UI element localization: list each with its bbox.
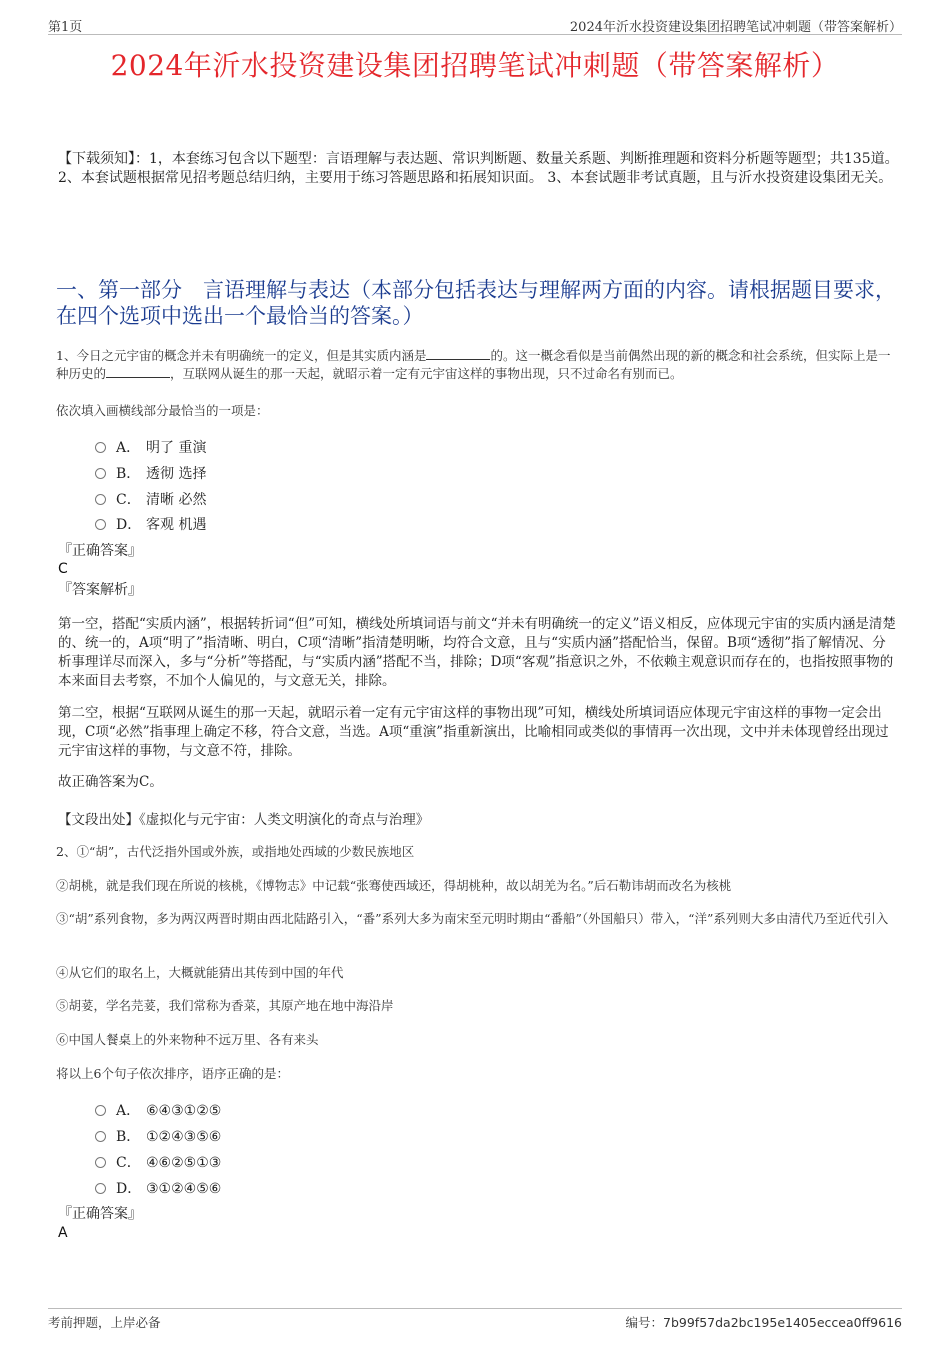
q2-sentence-5: ⑤胡荽，学名芫荽，我们常称为香菜，其原产地在地中海沿岸 bbox=[56, 998, 394, 1013]
option-letter: D． bbox=[116, 1181, 142, 1197]
option-letter: B． bbox=[116, 466, 141, 482]
option-text: ①②④③⑤⑥ bbox=[146, 1129, 222, 1145]
q1-answer-label: 『正确答案』 bbox=[58, 543, 142, 559]
radio-button-icon[interactable] bbox=[95, 1183, 106, 1194]
q2-sentence-1: 2、①“胡”，古代泛指外国或外族，或指地处西域的少数民族地区 bbox=[56, 844, 415, 859]
q1-text-a: 1、今日之元宇宙的概念并未有明确统一的定义，但是其实质内涵是 bbox=[56, 348, 427, 363]
option-text: 清晰 必然 bbox=[146, 492, 207, 508]
option-letter: B． bbox=[116, 1129, 141, 1145]
q2-answer-label: 『正确答案』 bbox=[58, 1206, 142, 1222]
q1-text-c: ，互联网从诞生的那一天起，就昭示着一定有元宇宙这样的事物出现，只不过命名有别而已。 bbox=[170, 366, 683, 381]
q2-option-b[interactable] bbox=[95, 1126, 221, 1146]
option-text: 透彻 选择 bbox=[146, 466, 207, 482]
fill-blank bbox=[426, 347, 490, 360]
option-letter: C． bbox=[116, 492, 141, 508]
page-title: 2024年沂水投资建设集团招聘笔试冲刺题（带答案解析） bbox=[110, 49, 840, 82]
q1-source: 【文段出处】《虚拟化与元宇宙：人类文明演化的奇点与治理》 bbox=[58, 812, 430, 828]
option-letter: A． bbox=[116, 440, 141, 456]
radio-button-icon[interactable] bbox=[95, 1105, 106, 1116]
option-letter: C． bbox=[116, 1155, 141, 1171]
page-number: 第1页 bbox=[48, 20, 83, 35]
fill-blank bbox=[106, 365, 170, 378]
question-1-prompt: 依次填入画横线部分最恰当的一项是： bbox=[56, 403, 269, 418]
q1-answer-value: C bbox=[58, 561, 68, 577]
q2-sentence-2: ②胡桃，就是我们现在所说的核桃，《博物志》中记载“张骞使西域还，得胡桃种，故以胡羌为名。”后石勒讳胡而改名为核桃 bbox=[56, 878, 732, 893]
q2-option-a[interactable] bbox=[95, 1100, 221, 1120]
q2-prompt: 将以上6个句子依次排序，语序正确的是： bbox=[56, 1066, 289, 1081]
option-text: ④⑥②⑤①③ bbox=[146, 1155, 222, 1171]
q1-text-b: 的。这一概念看似是当前偶然出现的新的概念和社会系统，但实际上是一种历史的 bbox=[56, 348, 891, 381]
option-text: 客观 机遇 bbox=[146, 517, 207, 533]
q2-answer-value: A bbox=[58, 1225, 68, 1241]
q2-option-d[interactable] bbox=[95, 1178, 221, 1198]
q2-sentence-6: ⑥中国人餐桌上的外来物种不远万里、各有来头 bbox=[56, 1032, 319, 1047]
q1-explanation-3: 故正确答案为C。 bbox=[58, 774, 163, 790]
q1-option-c[interactable] bbox=[95, 489, 206, 509]
header-doc-title: 2024年沂水投资建设集团招聘笔试冲刺题（带答案解析） bbox=[569, 20, 902, 35]
radio-button-icon[interactable] bbox=[95, 1131, 106, 1142]
question-1-stem bbox=[56, 347, 902, 383]
q1-option-a[interactable] bbox=[95, 437, 206, 457]
q1-explanation-1: 第一空，搭配“实质内涵”，根据转折词“但”可知，横线处所填词语与前文“并未有明确统一的定义”语义相反，应体现元宇宙的实质内涵是清楚的、统一的，A项“明了”指清晰、明白，C项“清晰”指清楚明晰，均符合文意，且与“实质内涵”搭配恰当，保留。B项“透彻”指了解情况、分析事理详尽而深入，多与“分析”等搭配，与“实质内涵”搭配不当，排除；D项“客观”指意识之外，不依赖主观意识而存在的，也指按照事物的本来面目去考察，不加个人偏见的，与文意无关，排除。 bbox=[58, 616, 896, 689]
code-label: 编号： bbox=[625, 1315, 664, 1330]
option-text: ⑥④③①②⑤ bbox=[146, 1103, 222, 1119]
option-text: ③①②④⑤⑥ bbox=[146, 1181, 222, 1197]
radio-button-icon[interactable] bbox=[95, 494, 106, 505]
footer-code bbox=[626, 1313, 903, 1331]
q1-option-b[interactable] bbox=[95, 463, 206, 483]
page-footer bbox=[48, 1308, 902, 1331]
option-text: 明了 重演 bbox=[146, 440, 207, 456]
radio-button-icon[interactable] bbox=[95, 442, 106, 453]
radio-button-icon[interactable] bbox=[95, 519, 106, 530]
q1-option-d[interactable] bbox=[95, 514, 206, 534]
radio-button-icon[interactable] bbox=[95, 1157, 106, 1168]
option-letter: A． bbox=[116, 1103, 141, 1119]
q2-sentence-3: ③“胡”系列食物，多为两汉两晋时期由西北陆路引入，“番”系列大多为南宋至元明时期由“番船”（外国船只）带入，“洋”系列则大多由清代乃至近代引入 bbox=[56, 911, 889, 926]
code-value: 7b99f57da2bc195e1405eccea0ff9616 bbox=[663, 1315, 902, 1330]
q1-explain-label: 『答案解析』 bbox=[58, 582, 142, 598]
section-title: 一、第一部分 言语理解与表达（本部分包括表达与理解两方面的内容。请根据题目要求，在四个选项中选出一个最恰当的答案。） bbox=[56, 278, 896, 328]
option-letter: D． bbox=[116, 517, 142, 533]
q2-sentence-4: ④从它们的取名上，大概就能猜出其传到中国的年代 bbox=[56, 965, 344, 980]
q1-explanation-2: 第二空，根据“互联网从诞生的那一天起，就昭示着一定有元宇宙这样的事物出现”可知，横线处所填词语应体现元宇宙这样的事物一定会出现，C项“必然”指事理上确定不移，符合文意，当选。A项“重演”指重新演出，比喻相同或类似的事情再一次出现，文中并未体现曾经出现过元宇宙这样的事物，与文意不符，排除。 bbox=[58, 705, 889, 759]
radio-button-icon[interactable] bbox=[95, 468, 106, 479]
footer-slogan: 考前押题，上岸必备 bbox=[48, 1315, 161, 1330]
q2-option-c[interactable] bbox=[95, 1152, 221, 1172]
page-header bbox=[48, 14, 902, 35]
download-notice: 【下载须知】：1，本套练习包含以下题型：言语理解与表达题、常识判断题、数量关系题、判断推理题和资料分析题等题型；共135道。 2、本套试题根据常见招考题总结归纳，主要用于练习答题思路和拓展知识面。 3、本套试题非考试真题，且与沂水投资建设集团无关。 bbox=[58, 151, 899, 186]
